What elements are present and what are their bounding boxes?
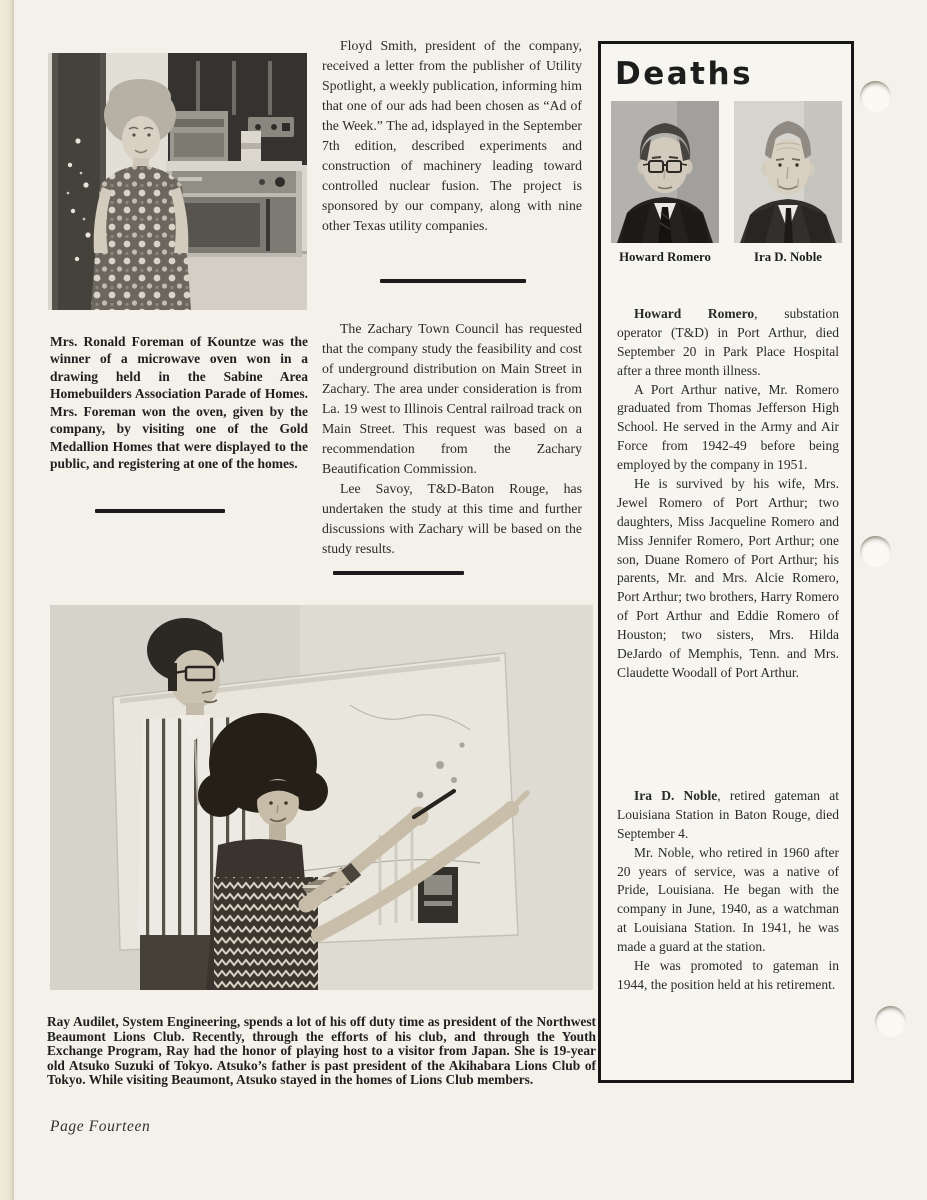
- obituary-paragraph: He is survived by his wife, Mrs. Jewel Romero of Port Arthur; two daughters, Miss Jacqueline Romero and Miss Jennifer Romero, Port Arthur; one son, Duane Romero of Port Arthur; his parents, Mr. and Mrs. Alcie Romero, Port Arthur; two brothers, Harry Romero of Port Arthur and Eddie Romero of Houston; two sisters, Mrs. Hilda DeJardo of Memphis, Tenn. and Mrs. Claudette Woodall of Port Arthur.: [617, 476, 839, 680]
- scanned-page-edge: [0, 0, 14, 1200]
- article-paragraph: Floyd Smith, president of the company, received a letter from the publisher of Utility Spotlight, a weekly publication, informing him that one of our ads had been chosen as “Ad of the Week.” The ad, idsplayed in the September 7th edition, described experiments and construction of machinery leading toward controlled nuclear fusion. The project is sponsored by our company, along with nine other Texas utility companies.: [322, 38, 582, 233]
- obituary-paragraph: Mr. Noble, who retired in 1960 after 20 years of service, was a native of Pride, Louisiana. He began with the company in June, 1940, as a watchman at Louisiana Station. In 1941, he was made a guard at the station.: [617, 844, 839, 955]
- article-paragraph: Lee Savoy, T&D-Baton Rouge, has undertaken the study at this time and further discussions with Zachary will be based on the study results.: [322, 481, 582, 556]
- section-divider: [380, 279, 526, 283]
- noble-name-caption: Ira D. Noble: [754, 250, 822, 264]
- romero-portrait-art: [611, 101, 719, 243]
- deceased-name: Ira D. Noble: [634, 788, 718, 803]
- romero-name-caption: Howard Romero: [619, 250, 711, 264]
- deaths-heading: Deaths: [615, 56, 754, 92]
- punch-hole: [875, 1006, 906, 1037]
- foreman-caption: Mrs. Ronald Foreman of Kountze was the winner of a microwave oven won in a drawing held in the Sabine Area Homebuilders Association Parade of Homes. Mrs. Foreman won the oven, given by the company, by visiting one of the Gold Medallion Homes that were displayed to the public, and registering at one of the homes.: [50, 333, 308, 472]
- article-paragraph: The Zachary Town Council has requested that the company study the feasibility and cost of underground distribution on Main Street in Zachary. The area under consideration is from La. 19 west to Illinois Central railroad track on Main Street. This request was based on a recommendation from the Zachary Beautification Commission.: [322, 321, 582, 476]
- article-ad-of-the-week: [322, 36, 582, 236]
- audilet-suzuki-map-photo: [50, 605, 593, 990]
- audilet-photo-art: [50, 605, 593, 990]
- punch-hole: [860, 536, 891, 567]
- foreman-microwave-photo: [48, 53, 307, 310]
- article-zachary-study: [322, 319, 582, 559]
- section-divider: [95, 509, 225, 513]
- ira-noble-portrait: [734, 101, 842, 243]
- obituary-paragraph: Howard Romero, substation operator (T&D) in Port Arthur, died September 20 in Park Place Hospital after a three month illness.: [617, 306, 839, 378]
- obituary-paragraph: Ira D. Noble, retired gateman at Louisiana Station in Baton Rouge, died September 4.: [617, 788, 839, 841]
- foreman-photo-art: [48, 53, 307, 310]
- noble-obituary: [617, 787, 839, 995]
- deceased-name: Howard Romero: [634, 306, 755, 321]
- audilet-caption: Ray Audilet, System Engineering, spends a lot of his off duty time as president of the Northwest Beaumont Lions Club. Recently, through the efforts of his club, and through the Youth Exchange Program, Ray had the honor of playing host to a visitor from Japan. She is 19-year old Atsuko Suzuki of Tokyo. Atsuko’s father is past president of the Akihabara Lions Club of Tokyo. While visiting Beaumont, Atsuko stayed in the homes of Lions Club members.: [47, 1014, 596, 1088]
- howard-romero-portrait: [611, 101, 719, 243]
- deaths-column: [598, 41, 854, 1083]
- punch-hole: [860, 81, 891, 112]
- romero-obituary: [617, 305, 839, 683]
- cabinet-and-radio: [168, 53, 307, 165]
- obituary-paragraph: A Port Arthur native, Mr. Romero graduated from Thomas Jefferson High School. He served in the Army and Air Force from 1942-49 before being employed by the company in 1951.: [617, 381, 839, 473]
- page-number: Page Fourteen: [50, 1118, 151, 1135]
- noble-portrait-art: [734, 101, 842, 243]
- section-divider: [333, 571, 464, 575]
- obituary-paragraph: He was promoted to gateman in 1944, the position held at his retirement.: [617, 958, 839, 992]
